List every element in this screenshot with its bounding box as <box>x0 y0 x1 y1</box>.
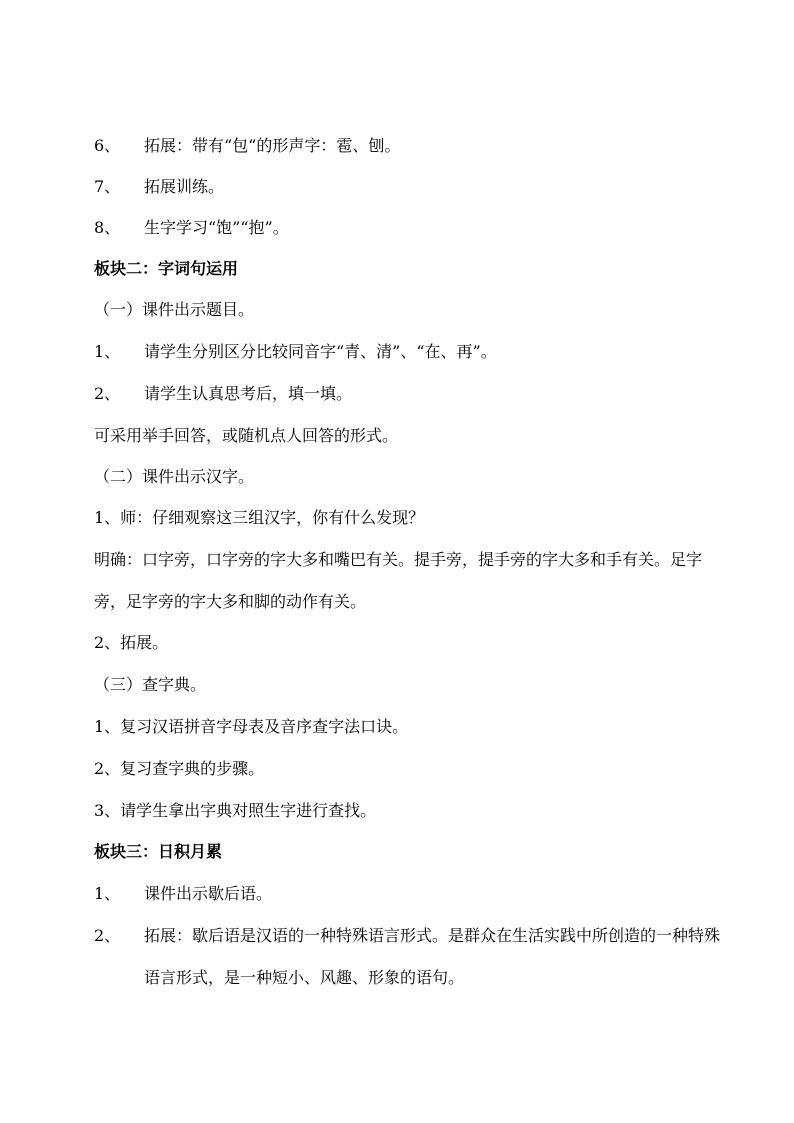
item-text: 拓展：带有“包“的形声字：雹、刨。 <box>144 136 401 155</box>
item-number: 1、 <box>94 342 121 361</box>
list-item-s3-2 <box>94 915 724 999</box>
list-item-s2-1 <box>94 342 497 362</box>
item-text: 拓展训练。 <box>144 177 225 196</box>
item-number: 2、 <box>94 926 121 945</box>
answer-text: 明确：口字旁，口字旁的字大多和嘴巴有关。提手旁，提手旁的字大多和手有关。足字旁，足字旁的字大多和脚的动作有关。 <box>94 550 703 611</box>
item-text: 课件出示歇后语。 <box>144 884 273 903</box>
dictionary-step-2: 2、复习查字典的步骤。 <box>94 759 265 778</box>
list-item-s3-1 <box>94 884 272 904</box>
item-text: 拓展：歇后语是汉语的一种特殊语言形式。是群众在生活实践中所创造的一种特殊语言形式，是一种短小、风趣、形象的语句。 <box>144 926 721 987</box>
subsection-title-1: （一）课件出示题目。 <box>94 300 255 319</box>
list-item-8 <box>94 218 289 238</box>
subsection-title-3: （三）查字典。 <box>94 675 207 694</box>
item-number: 6、 <box>94 136 121 155</box>
dictionary-step-1: 1、复习汉语拼音字母表及音序查字法口诀。 <box>94 717 409 736</box>
section-heading-2: 板块二：字词句运用 <box>94 259 239 278</box>
dictionary-step-3: 3、请学生拿出字典对照生字进行查找。 <box>94 801 377 820</box>
item-text: 请学生分别区分比较同音字“青、清”、“在、再”。 <box>144 342 497 361</box>
note-text: 可采用举手回答，或随机点人回答的形式。 <box>94 426 399 445</box>
item-number: 8、 <box>94 218 121 237</box>
item-text: 请学生认真思考后，填一填。 <box>144 384 353 403</box>
answer-paragraph <box>94 539 724 623</box>
list-item-6 <box>94 136 400 156</box>
item-number: 2、 <box>94 384 121 403</box>
item-text: 生字学习“饱”“抱”。 <box>144 218 289 237</box>
item-number: 7、 <box>94 177 121 196</box>
list-item-s2-2 <box>94 384 352 404</box>
section-heading-3: 板块三：日积月累 <box>94 842 223 861</box>
question-2: 2、拓展。 <box>94 633 169 652</box>
list-item-7 <box>94 177 224 197</box>
item-number: 1、 <box>94 884 121 903</box>
question-1: 1、师：仔细观察这三组汉字，你有什么发现？ <box>94 508 425 527</box>
subsection-title-2: （二）课件出示汉字。 <box>94 467 255 486</box>
